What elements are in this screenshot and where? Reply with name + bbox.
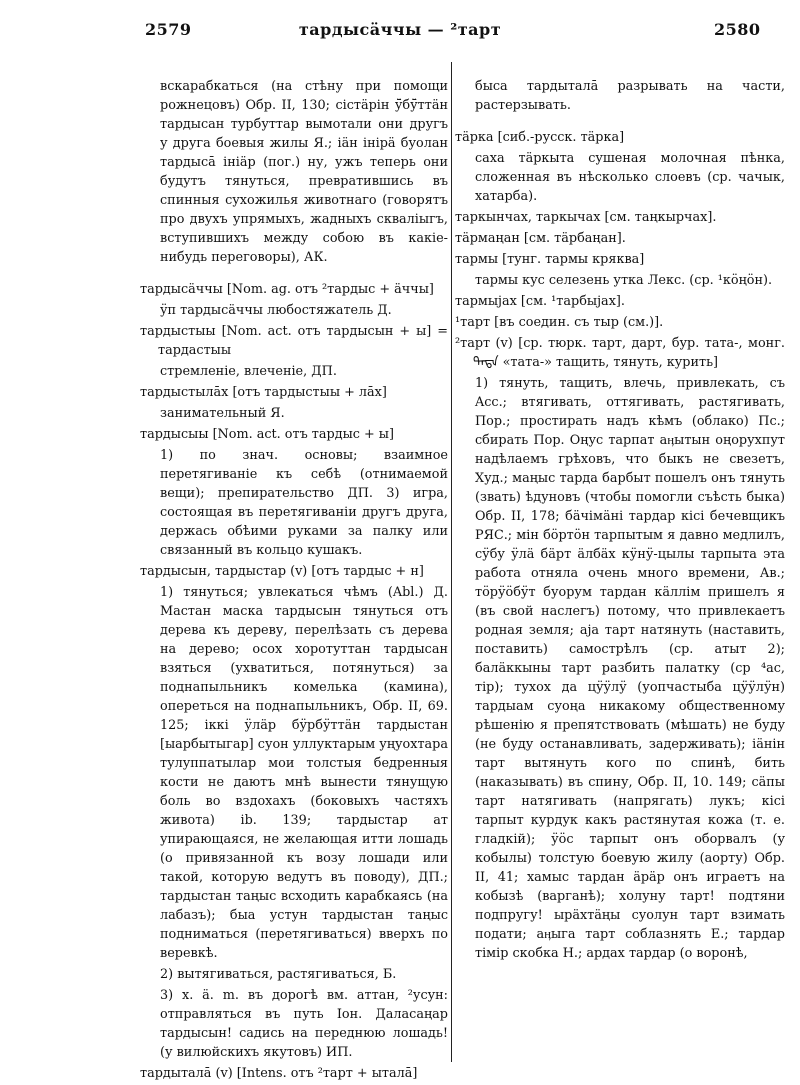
running-title: тардысäччы — ²тарт	[298, 20, 502, 39]
dictionary-entry: тардытала̄ (v) [Intens. отъ ²тарт + ытала̄]	[140, 1065, 418, 1081]
entry-sense: 1) тянуть, тащить, влечь, привлекать, съ Acc.; втягивать, оттягивать, растягивать, Пор.; простирать надъ кѣмъ (облако) Пс.; сбирать Пор. Оңус тарпат аӊытын оңорухпут надѣлаемъ грѣховъ, что быкъ не свезетъ, Худ.; маңыс тарда барбыт пошелъ онъ тянуть (звать) ѣдуновъ (чтобы помогли съѣсть быка) Обр. II, 178; бäчiмäнi тардар кiсi бечевщикъ РЯС.; мiн бӧртӧн тарпытым я давно медлилъ, сӱбу ӱлä бäрт äлбäх кӱнӱ-цылы тарпыта эта работа отняла очень много времени, Ав.; тӧрӱӧбӱт буорум тардан кäллiм пришелъ я (въ свой наслегъ) потому, что привлекаетъ родная земля; аjа тарт натянуть (наставить, поставить) самострѣлъ (ср. атыт 2); балäккыны тарт разбить палатку (ср ⁴ас, тiр); тухох да цӱӱлӱ (уопчастыба цӱӱлӱн) тардыам суоңа никакому общественному рѣшенiю я препятствовать (мѣшать) не буду (не буду останавливать, задерживать); iäнiн тарт вытянуть кого по спинѣ, бить (наказывать) въ спину, Обр. II, 10. 149; сäпы тарт натягивать (напрягать) лукъ; кiсi тарпыт курдук какъ растянутая кожа (т. е. гладкiй); ӱӧс тарпыт онъ оборвалъ (у кобылы) толстую боевую жилу (аорту) Обр. II, 41; хамыс тардан äрäр онъ играетъ на кобызѣ (варганѣ); холуну тарт! подтяни подпругу! ырäхтäңы суолун тарт взимать подати; аӊыга тарт соблазнять Е.; тардар тiмiр скобка Н.; ардах тардар (о воронѣ,	[475, 375, 785, 961]
continuation-text: вскарабкаться (на стѣну при помощи рожнецовъ) Обр. II, 130; сiстäрiн ӱ̄бӱ̄ттäн тардысан турбуттар вымотали они другъ у друга боевыя жилы Я.; iäн iнiрä буолан тардыса̄ iнiäр (пог.) ну, ужъ теперь они будутъ тянуться, превратившись въ спинныя сухожилья животнаго (говорятъ про двухъ упрямыхъ, жадныхъ скваліыгъ, вступившихъ между собою въ какiе-нибудь переговоры), АК.	[160, 78, 448, 265]
right-column	[455, 64, 785, 965]
page-number-left: 2579	[145, 20, 192, 39]
page-number-right: 2580	[714, 20, 761, 39]
dictionary-entry: тäрка [сиб.-русск. тäрка]	[455, 129, 625, 145]
entry-sense: занимательный Я.	[160, 405, 285, 421]
left-column	[140, 64, 448, 1085]
dictionary-entry: тардысыы [Nom. act. отъ тардыс + ы]	[140, 426, 394, 442]
dictionary-entry: тардысäччы [Nom. ag. отъ ²тардыс + äччы]	[140, 281, 434, 297]
dictionary-entry: тардыстыла̄х [отъ тардыстыы + ла̄х]	[140, 384, 387, 400]
entry-sense: 1) тянуться; увлекаться чѣмъ (Abl.) Д. Мастан маска тардысын тянуться отъ дерева къ дереву, перелѣзать съ дерева на дерево; осох хоротуттан тардысан взяться (ухватиться, потянуться) за поднапыльникъ комелька (камина), опереться на поднапыльникъ, Обр. II, 69. 125; iккi ӱлäр бӱрбӱттäн тардыстан [ыарбытыгар] суон уллуктарым уңуохтара тулуппатылар мои толстыя бедренныя кости не даютъ мнѣ вынести тянущую боль во вздохахъ (боковыхъ частяхъ живота) ib. 139; тардыстар ат упирающаяся, не желающая итти лошадь (о привязанной къ возу лошади или такой, которую ведутъ въ поводу), ДП.; тардыстан таңыс всходить карабкаясь (на лабазъ); быа устун тардыстан таңыс подниматься (перетягиваться) вверхъ по веревкѣ.	[160, 584, 448, 961]
dictionary-entry: тармы [тунг. тармы кряква]	[455, 251, 645, 267]
dictionary-entry: тардыстыы [Nom. act. отъ тардысын + ы] = тардастыы	[140, 323, 448, 358]
dictionary-entry: тардысын, тардыстар (v) [отъ тардыс + н]	[140, 563, 424, 579]
entry-sense: тармы кус селезень утка Лекс. (ср. ¹кӧңӧн).	[475, 272, 773, 288]
dictionary-entry: таркынчах, таркычах [см. таңкырчах].	[455, 209, 717, 225]
entry-sense: стремленiе, влеченiе, ДП.	[160, 363, 337, 379]
column-divider	[451, 62, 452, 1062]
continuation-text: быса тардытала̄ разрывать на части, растерзывать.	[475, 78, 785, 113]
dictionary-entry: тäрмаңан [см. тäрбаңан].	[455, 230, 626, 246]
page-header	[0, 0, 800, 48]
dictionary-entry: тармыjах [см. ¹тарбыjах].	[455, 293, 625, 309]
entry-sense: 1) по знач. основы; взаимное перетягиванiе къ себѣ (отнимаемой вещи); препирательство ДП. 3) игра, состоящая въ перетягиванiи другъ друга, держась обѣими руками за палку или связанный въ кольцо кушакъ.	[160, 447, 448, 558]
entry-sense: 3) x. ä. m. въ дорогѣ вм. аттан, ²усун: отправляться въ путь Iон. Даласаңар тардысын! садись на переднюю лошадь! (у вилюйскихъ якутовъ) ИП.	[160, 987, 448, 1060]
dictionary-entry: ¹тарт [въ соедин. съ тыр (см.)].	[455, 314, 664, 330]
entry-sense: 2) вытягиваться, растягиваться, Б.	[160, 966, 397, 982]
entry-sense: ӱп тардысäччы любостяжатель Д.	[160, 302, 392, 318]
entry-sense: саха тäркыта сушеная молочная пѣнка, сложенная въ нѣсколько слоевъ (ср. чачык, хатарба).	[475, 150, 785, 204]
dictionary-entry: ²тарт (v) [ср. тюрк. тарт, дарт, бур. тата-, монг. ᠲᠠᠲᠠ «тата-» тащить, тянуть, курить]	[455, 335, 785, 370]
